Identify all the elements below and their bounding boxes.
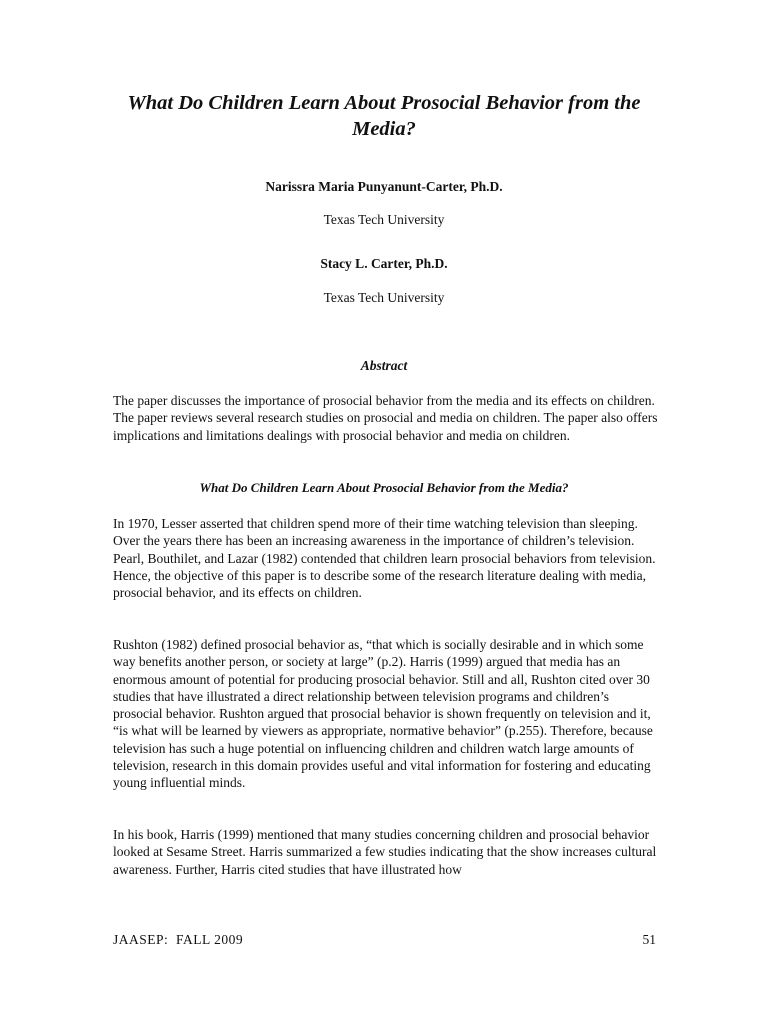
author-affiliation-2: Texas Tech University (323, 290, 445, 305)
footer-page-number: 51 (642, 932, 656, 947)
abstract-heading: Abstract (360, 358, 408, 373)
author-name-1: Narissra Maria Punyanunt-Carter, Ph.D. (265, 179, 503, 194)
section-heading: What Do Children Learn About Prosocial Behavior from the Media? (199, 480, 569, 495)
author-name-2: Stacy L. Carter, Ph.D. (320, 256, 448, 271)
paragraph-1: In 1970, Lesser asserted that children spend more of their time watching television than sleeping. Over the years there has been an increasing awareness in the importance of children’s television. Pearl, Bouthilet, and Lazar (1982) contended that children learn prosocial behaviors from television. Hence, the objective of this paper is to describe some of the research literature dealing with media, prosocial behavior, and its effects on children. (113, 516, 656, 601)
paragraph-2: Rushton (1982) defined prosocial behavior as, “that which is socially desirable and in which some way benefits another person, or society at large” (p.2). Harris (1999) argued that media has an enormous amount of potential for producing prosocial behavior. Still and all, Rushton cited over 30 studies that have illustrated a direct relationship between television programs and children’s prosocial behavior. Rushton argued that prosocial behavior is shown frequently on television and it, “is what will be learned by viewers as appropriate, normative behavior” (p.255). Therefore, because television has such a huge potential on influencing children and children watch large amounts of television, research in this domain provides useful and vital information for fostering and educating young influential minds. (113, 637, 653, 791)
author-affiliation-1: Texas Tech University (323, 212, 445, 227)
paper-title: What Do Children Learn About Prosocial Behavior from the Media? (127, 92, 641, 140)
paragraph-3: In his book, Harris (1999) mentioned that many studies concerning children and prosocial behavior looked at Sesame Street. Harris summarized a few studies indicating that the show increases cultural awareness. Further, Harris cited studies that have illustrated how (113, 827, 657, 877)
footer-journal: JAASEP: FALL 2009 (113, 932, 244, 947)
abstract-text: The paper discusses the importance of prosocial behavior from the media and its effects on children. The paper reviews several research studies on prosocial and media on children. The paper also offers implications and limitations dealings with prosocial behavior and media on children. (113, 393, 658, 443)
